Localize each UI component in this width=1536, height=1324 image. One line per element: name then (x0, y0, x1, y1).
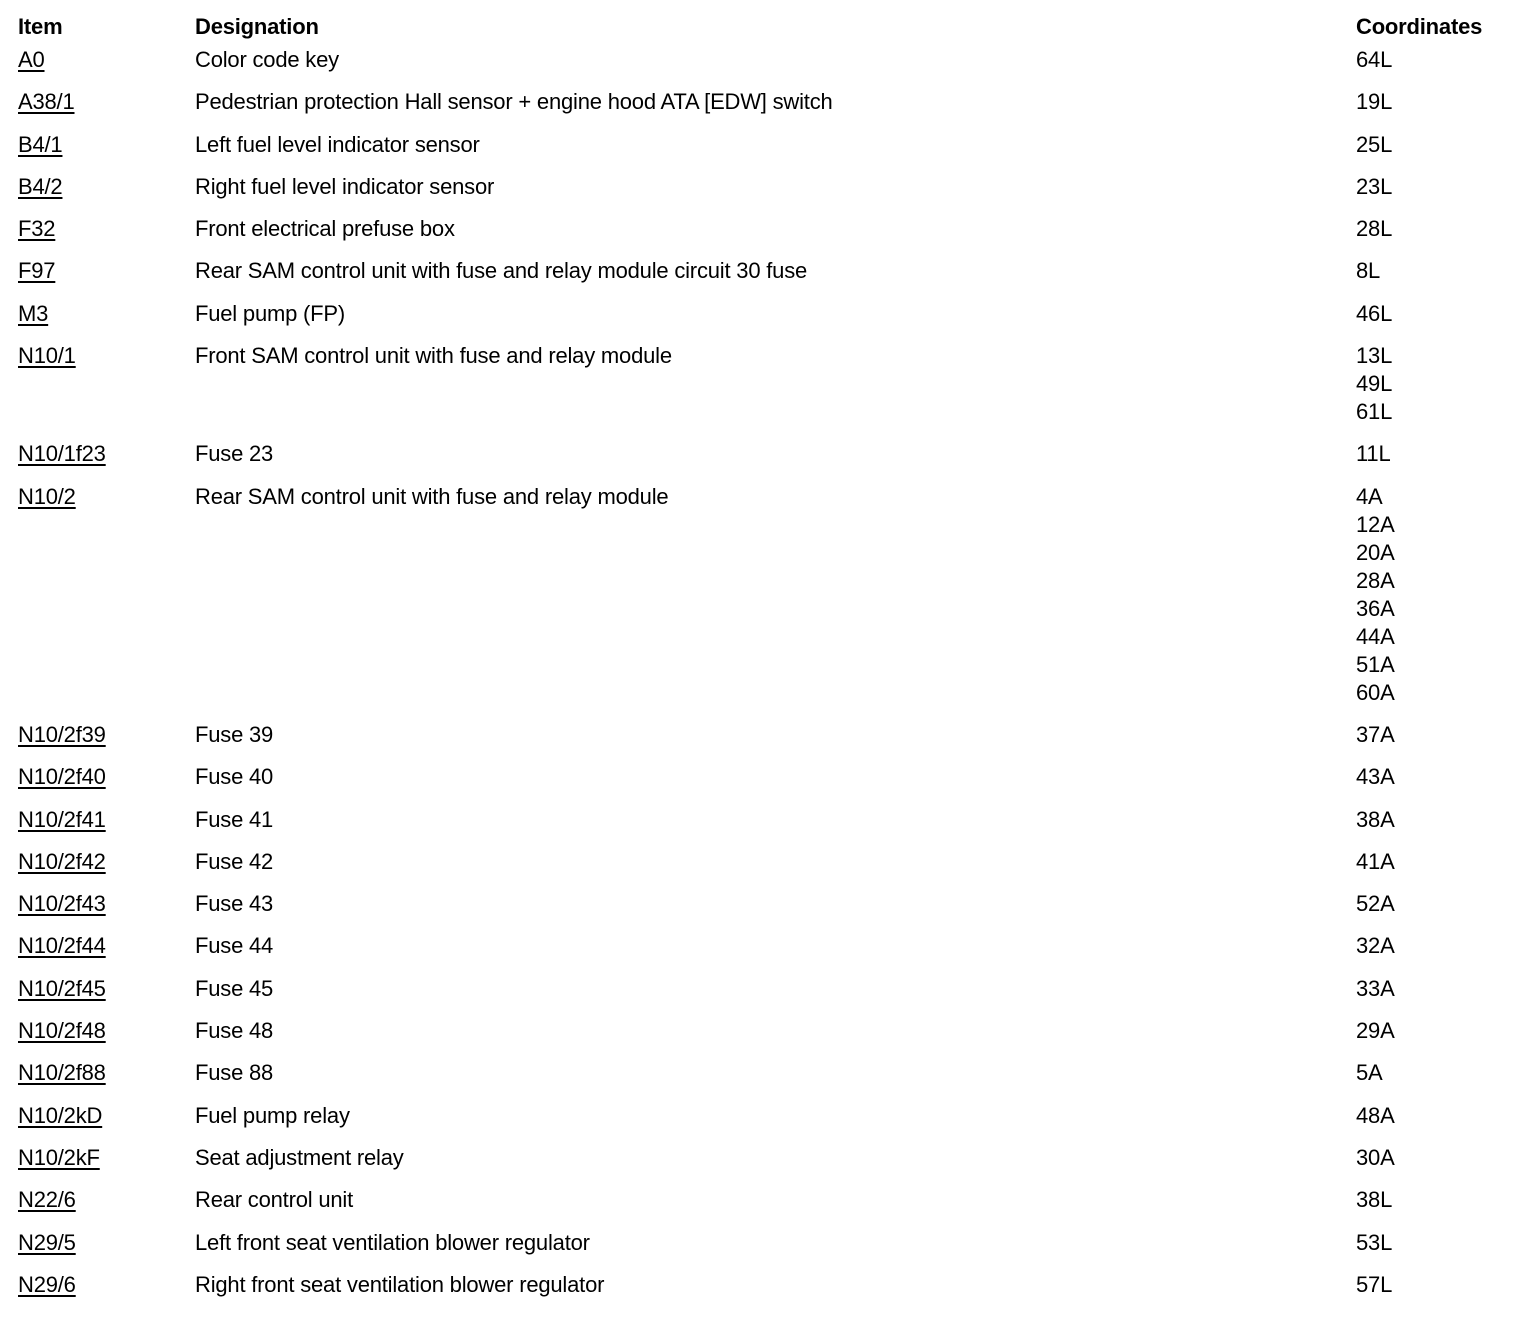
coordinate-value: 32A (1356, 933, 1395, 959)
item-cell (18, 721, 195, 763)
coordinate-value: 46L (1356, 300, 1393, 326)
designation-cell: Color code key (195, 47, 339, 72)
table-row (18, 215, 1518, 257)
table-row (18, 1144, 1518, 1186)
coordinates-cell (1356, 342, 1518, 440)
coordinate-value: 57L (1356, 1271, 1393, 1297)
table-row (18, 848, 1518, 890)
item-link[interactable]: A38/1 (18, 89, 75, 115)
coordinates-cell (1356, 763, 1518, 805)
coordinate-value: 41A (1356, 848, 1395, 874)
item-cell (18, 975, 195, 1017)
designation-cell: Rear SAM control unit with fuse and relay module circuit 30 fuse (195, 258, 808, 284)
item-cell (18, 342, 195, 440)
coordinates-cell (1356, 848, 1518, 890)
coordinate-value: 33A (1356, 975, 1395, 1001)
item-cell (18, 440, 195, 482)
coordinate-value: 38L (1356, 1187, 1393, 1213)
coordinate-value: 43A (1356, 764, 1395, 790)
table-row (18, 440, 1518, 482)
designation-column-header: Designation (195, 14, 319, 39)
item-link[interactable]: F97 (18, 258, 56, 284)
item-cell (18, 1144, 195, 1186)
coordinate-value: 20A (1356, 539, 1395, 565)
designation-cell: Front SAM control unit with fuse and relay module (195, 343, 672, 369)
item-cell (18, 300, 195, 342)
item-link[interactable]: N10/2f41 (18, 806, 106, 832)
item-cell (18, 1271, 195, 1313)
coordinates-cell (1356, 300, 1518, 342)
item-cell (18, 1059, 195, 1101)
coordinates-cell (1356, 721, 1518, 763)
item-cell (18, 46, 195, 88)
designation-cell: Right front seat ventilation blower regulator (195, 1271, 605, 1297)
item-cell (18, 806, 195, 848)
coordinates-cell (1356, 88, 1518, 130)
item-link[interactable]: N29/6 (18, 1271, 76, 1297)
designation-cell: Fuse 48 (195, 1018, 274, 1044)
coordinate-value: 44A (1356, 623, 1395, 649)
item-cell (18, 1102, 195, 1144)
designation-cell: Fuse 39 (195, 721, 274, 747)
coordinates-cell (1356, 173, 1518, 215)
designation-cell: Fuse 41 (195, 806, 274, 832)
coordinate-value: 51A (1356, 651, 1395, 677)
coordinate-value: 12A (1356, 511, 1395, 537)
item-link[interactable]: F32 (18, 216, 56, 242)
item-cell (18, 763, 195, 805)
designation-cell: Fuse 45 (195, 975, 274, 1001)
table-row (18, 1229, 1518, 1271)
item-link[interactable]: N10/2kD (18, 1102, 103, 1128)
coordinates-cell (1356, 257, 1518, 299)
item-link[interactable]: N10/2f48 (18, 1018, 106, 1044)
designation-cell: Seat adjustment relay (195, 1144, 404, 1170)
item-cell (18, 483, 195, 721)
item-link[interactable]: N10/1f23 (18, 441, 106, 467)
coordinate-value: 37A (1356, 721, 1395, 747)
coordinates-cell (1356, 890, 1518, 932)
table-row (18, 1059, 1518, 1101)
item-cell (18, 173, 195, 215)
item-cell (18, 1229, 195, 1271)
item-cell (18, 890, 195, 932)
table-row (18, 173, 1518, 215)
legend-body (18, 46, 1518, 1313)
table-row (18, 1102, 1518, 1144)
coordinate-value: 38A (1356, 806, 1395, 832)
coordinate-value: 13L (1356, 343, 1393, 369)
designation-cell: Fuse 23 (195, 441, 274, 467)
coordinates-cell (1356, 1144, 1518, 1186)
item-cell (18, 215, 195, 257)
designation-cell: Fuel pump (FP) (195, 300, 346, 326)
designation-cell: Rear SAM control unit with fuse and relay module (195, 483, 669, 509)
designation-cell: Fuse 88 (195, 1060, 274, 1086)
item-link[interactable]: B4/2 (18, 173, 63, 199)
coordinate-value: 23L (1356, 173, 1393, 199)
designation-cell: Pedestrian protection Hall sensor + engine hood ATA [EDW] switch (195, 89, 833, 115)
designation-cell: Fuse 40 (195, 764, 274, 790)
item-cell (18, 257, 195, 299)
designation-cell: Left fuel level indicator sensor (195, 131, 480, 157)
coordinates-cell (1356, 215, 1518, 257)
designation-cell: Rear control unit (195, 1187, 354, 1213)
coordinate-value: 53L (1356, 1229, 1393, 1255)
item-link[interactable]: N10/2kF (18, 1144, 100, 1170)
item-link[interactable]: N10/2f42 (18, 848, 106, 874)
item-link[interactable]: N10/2f39 (18, 721, 106, 747)
designation-cell: Front electrical prefuse box (195, 216, 455, 242)
item-link[interactable]: N22/6 (18, 1187, 76, 1213)
table-row (18, 1186, 1518, 1228)
table-row (18, 342, 1518, 440)
coordinates-cell (1356, 46, 1518, 88)
table-row (18, 806, 1518, 848)
item-link[interactable]: N10/1 (18, 343, 76, 369)
coordinate-value: 8L (1356, 258, 1381, 284)
coordinates-cell (1356, 1186, 1518, 1228)
designation-cell: Fuel pump relay (195, 1102, 350, 1128)
coordinate-value: 11L (1356, 441, 1391, 467)
item-cell (18, 932, 195, 974)
designation-cell: Left front seat ventilation blower regulator (195, 1229, 590, 1255)
coordinates-cell (1356, 975, 1518, 1017)
coordinate-value: 28L (1356, 216, 1393, 242)
item-link[interactable]: N10/2f88 (18, 1060, 106, 1086)
coordinate-value: 48A (1356, 1102, 1395, 1128)
table-row (18, 890, 1518, 932)
item-link[interactable]: N10/2f40 (18, 764, 106, 790)
coordinate-value: 4A (1356, 483, 1383, 509)
coordinate-value: 52A (1356, 891, 1395, 917)
item-cell (18, 88, 195, 130)
table-row (18, 975, 1518, 1017)
item-link[interactable]: M3 (18, 300, 49, 326)
coordinates-column-header: Coordinates (1356, 14, 1483, 39)
coordinates-cell (1356, 932, 1518, 974)
table-row (18, 1017, 1518, 1059)
coordinate-value: 60A (1356, 679, 1395, 705)
designation-cell: Fuse 43 (195, 891, 274, 917)
coordinates-cell (1356, 131, 1518, 173)
component-legend-table (18, 10, 1518, 1313)
item-cell (18, 1017, 195, 1059)
coordinate-value: 36A (1356, 595, 1395, 621)
coordinate-value: 30A (1356, 1144, 1395, 1170)
table-row (18, 932, 1518, 974)
coordinates-cell (1356, 806, 1518, 848)
table-row (18, 300, 1518, 342)
coordinates-cell (1356, 1102, 1518, 1144)
item-link[interactable]: A0 (18, 47, 45, 72)
coordinates-cell (1356, 1059, 1518, 1101)
table-row (18, 88, 1518, 130)
table-row (18, 46, 1518, 88)
coordinate-value: 19L (1356, 89, 1393, 115)
table-row (18, 1271, 1518, 1313)
item-link[interactable]: N10/2f44 (18, 933, 106, 959)
coordinates-cell (1356, 1017, 1518, 1059)
table-row (18, 131, 1518, 173)
coordinate-value: 25L (1356, 131, 1393, 157)
item-cell (18, 131, 195, 173)
coordinates-cell (1356, 1229, 1518, 1271)
item-link[interactable]: N10/2f43 (18, 891, 106, 917)
coordinate-value: 5A (1356, 1060, 1383, 1086)
table-row (18, 763, 1518, 805)
item-link[interactable]: N10/2f45 (18, 975, 106, 1001)
item-link[interactable]: N10/2 (18, 483, 76, 509)
coordinate-value: 28A (1356, 567, 1395, 593)
header-row (18, 10, 1518, 46)
coordinate-value: 64L (1356, 47, 1393, 72)
item-cell (18, 848, 195, 890)
table-row (18, 257, 1518, 299)
coordinate-value: 29A (1356, 1018, 1395, 1044)
item-link[interactable]: N29/5 (18, 1229, 76, 1255)
item-link[interactable]: B4/1 (18, 131, 63, 157)
coordinate-value: 49L (1356, 371, 1393, 397)
coordinates-cell (1356, 483, 1518, 721)
table-row (18, 483, 1518, 721)
coordinate-value: 61L (1356, 399, 1393, 425)
designation-cell: Right fuel level indicator sensor (195, 173, 495, 199)
item-cell (18, 1186, 195, 1228)
coordinates-cell (1356, 1271, 1518, 1313)
coordinates-cell (1356, 440, 1518, 482)
designation-cell: Fuse 44 (195, 933, 274, 959)
item-column-header: Item (18, 14, 63, 39)
designation-cell: Fuse 42 (195, 848, 274, 874)
table-row (18, 721, 1518, 763)
